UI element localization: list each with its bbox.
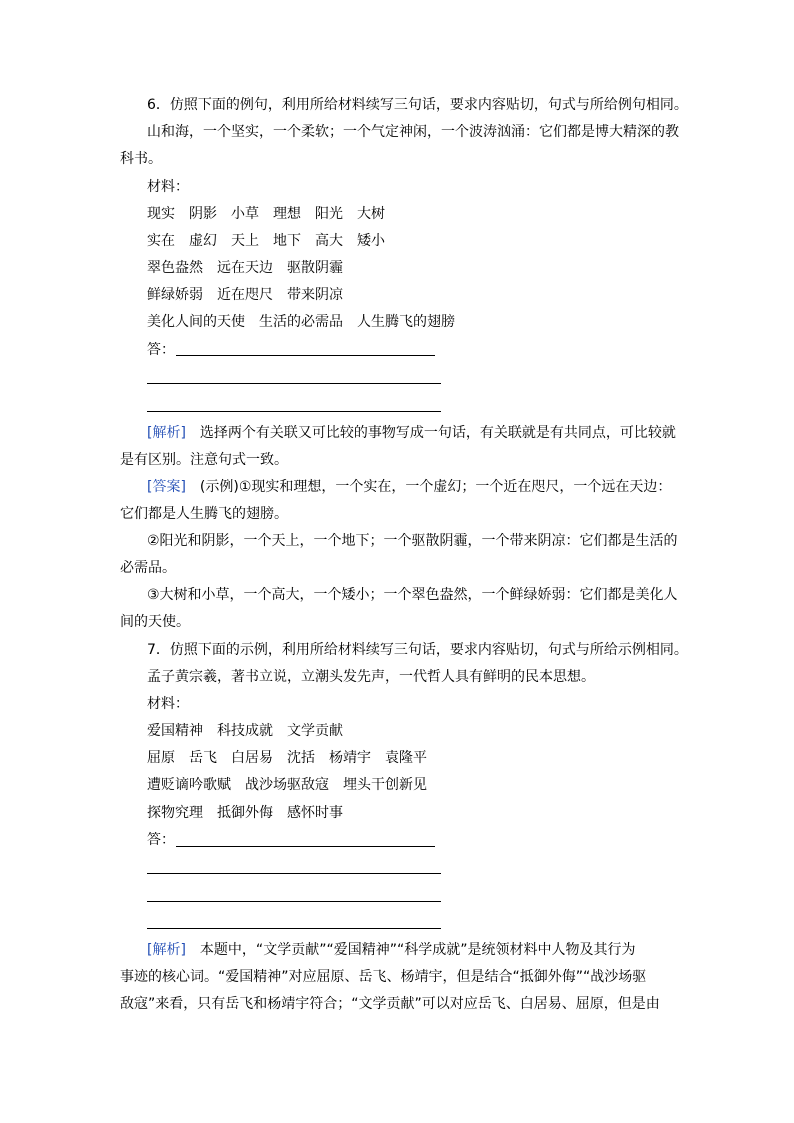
- q7-answer-blank[interactable]: [147, 928, 441, 929]
- q7-answer-label: 答：: [147, 832, 175, 848]
- q7-material-row: 遭贬谪吟歌赋 战沙场驱敌寇 埋头干创新见: [147, 777, 427, 793]
- q6-material-row: 实在 虚幻 天上 地下 高大 矮小: [147, 233, 385, 249]
- q7-answer-blank[interactable]: [147, 901, 441, 902]
- q6-example-line-2: 科书。: [120, 151, 162, 167]
- q7-answer-blank[interactable]: [147, 873, 441, 874]
- q7-example: 孟子黄宗羲，著书立说，立潮头发先声，一代哲人具有鲜明的民本思想。: [147, 669, 595, 685]
- q7-material-row: 屈原 岳飞 白居易 沈括 杨靖宇 袁隆平: [147, 750, 427, 766]
- q6-example-line-1: 山和海，一个坚实，一个柔软；一个气定神闲，一个波涛汹涌：它们都是博大精深的教: [147, 124, 679, 140]
- q6-material-row: 美化人间的天使 生活的必需品 人生腾飞的翅膀: [147, 314, 455, 330]
- q7-analysis-line-1: [147, 941, 635, 959]
- q6-answer-blank[interactable]: [147, 411, 441, 412]
- q7-material-row: 探物究理 抵御外侮 感怀时事: [147, 805, 343, 821]
- q6-answer-label: 答：: [147, 342, 175, 358]
- q6-material-row: 鲜绿娇弱 近在咫尺 带来阴凉: [147, 287, 343, 303]
- q6-answer-line-5: ③大树和小草，一个高大，一个矮小；一个翠色盎然，一个鲜绿娇弱：它们都是美化人: [147, 587, 678, 603]
- q6-answer-blank[interactable]: [176, 355, 435, 356]
- answer-tag: [答案]: [147, 479, 186, 495]
- q6-answer-line-3: ②阳光和阴影，一个天上，一个地下；一个驱散阴霾，一个带来阴凉：它们都是生活的: [147, 533, 678, 549]
- q6-prompt: 6．仿照下面的例句，利用所给材料续写三句话，要求内容贴切，句式与所给例句相同。: [147, 97, 688, 113]
- q6-analysis-line-2: 是有区别。注意句式一致。: [120, 452, 288, 468]
- q7-prompt: 7．仿照下面的示例，利用所给材料续写三句话，要求内容贴切，句式与所给示例相同。: [147, 642, 688, 658]
- answer-text: (示例)①现实和理想，一个实在，一个虚幻；一个近在咫尺，一个远在天边：: [185, 479, 672, 495]
- q7-analysis-line-2: 事迹的核心词。“爱国精神”对应屈原、岳飞、杨靖宇，但是结合“抵御外侮”“战沙场驱: [120, 969, 647, 985]
- q7-analysis-line-3: 敌寇”来看，只有岳飞和杨靖宇符合；“文学贡献”可以对应岳飞、白居易、屈原，但是由: [120, 996, 660, 1012]
- analysis-tag: [解析]: [147, 425, 186, 441]
- q6-answer-line-6: 间的天使。: [120, 614, 190, 630]
- q6-material-row: 翠色盎然 远在天边 驱散阴霾: [147, 260, 343, 276]
- q6-answer-blank[interactable]: [147, 383, 441, 384]
- analysis-text: 选择两个有关联又可比较的事物写成一句话，有关联就是有共同点，可比较就: [185, 425, 676, 441]
- q6-material-label: 材料：: [147, 179, 189, 195]
- q7-material-row: 爱国精神 科技成就 文学贡献: [147, 723, 343, 739]
- q6-answer-line-2: 它们都是人生腾飞的翅膀。: [120, 506, 288, 522]
- q6-analysis-line-1: [147, 424, 676, 442]
- q7-answer-blank[interactable]: [176, 846, 435, 847]
- analysis-tag: [解析]: [147, 942, 186, 958]
- analysis-text: 本题中，“文学贡献”“爱国精神”“科学成就”是统领材料中人物及其行为: [185, 942, 636, 958]
- q6-material-row: 现实 阴影 小草 理想 阳光 大树: [147, 206, 385, 222]
- q6-answer-line-1: [147, 478, 671, 496]
- q6-answer-line-4: 必需品。: [120, 560, 176, 576]
- q7-material-label: 材料：: [147, 696, 189, 712]
